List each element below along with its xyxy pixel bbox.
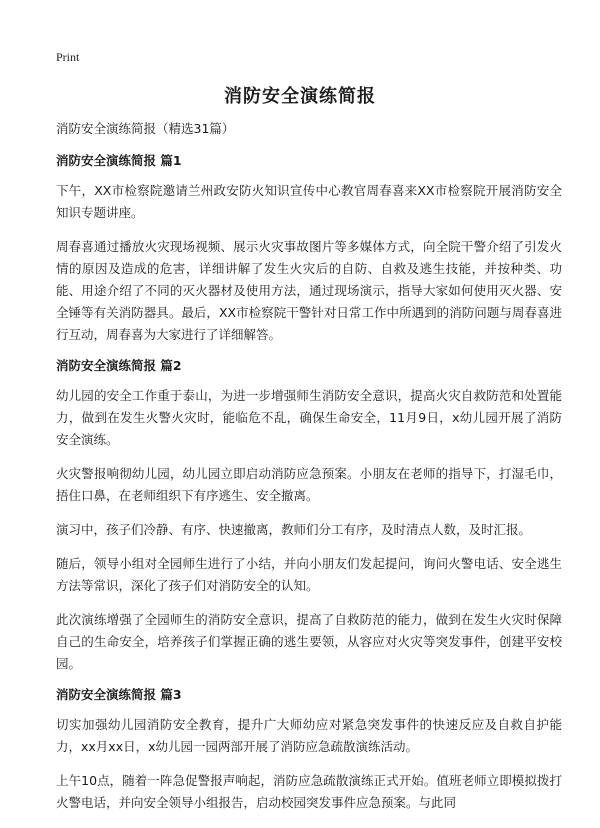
section-heading: 消防安全演练简报 篇2 (56, 358, 182, 373)
paragraph: 随后，领导小组对全园师生进行了小结，并向小朋友们发起提问，询问火警电话、安全逃生方法等常识，深化了孩子们对消防安全的认知。 (56, 556, 562, 593)
paragraph: 演习中，孩子们冷静、有序、快速撤离，教师们分工有序，及时清点人数，及时汇报。 (56, 522, 532, 537)
paragraph: 下午，XX市检察院邀请兰州政安防火知识宣传中心教官周春喜来XX市检察院开展消防安全知识专题讲座。 (56, 183, 562, 220)
section-heading: 消防安全演练简报 篇3 (56, 687, 182, 702)
document-subtitle: 消防安全演练简报（精选31篇） (56, 121, 235, 136)
paragraph: 此次演练增强了全园师生的消防安全意识，提高了自救防范的能力，做到在发生火灾时保障自己的生命安全，培养孩子们掌握正确的逃生要领，从容应对火灾等突发事件，创建平安校园。 (56, 612, 562, 671)
paragraph: 上午10点，随着一阵急促警报声响起，消防应急疏散演练正式开始。值班老师立即模拟拨打火警电话，并向安全领导小组报告，启动校园突发事件应急预案。与此同 (56, 773, 562, 810)
section-2 (56, 358, 562, 675)
paragraph: 火灾警报响彻幼儿园，幼儿园立即启动消防应急预案。小朋友在老师的指导下，打湿毛巾，捂住口鼻，在老师组织下有序逃生、安全撤离。 (56, 466, 562, 503)
section-1 (56, 153, 562, 346)
section-heading: 消防安全演练简报 篇1 (56, 153, 182, 168)
print-link[interactable]: Print (56, 50, 80, 64)
page-title: 消防安全演练简报 (224, 86, 376, 107)
section-3 (56, 687, 562, 814)
paragraph: 切实加强幼儿园消防安全教育，提升广大师幼应对紧急突发事件的快速反应及自救自护能力，xx月xx日，x幼儿园一园两部开展了消防应急疏散演练活动。 (56, 717, 562, 754)
paragraph: 幼儿园的安全工作重于泰山，为进一步增强师生消防安全意识，提高火灾自救防范和处置能力，做到在发生火警火灾时，能临危不乱，确保生命安全，11月9日，x幼儿园开展了消防安全演练。 (56, 388, 562, 447)
paragraph: 周春喜通过播放火灾现场视频、展示火灾事故图片等多媒体方式，向全院干警介绍了引发火情的原因及造成的危害，详细讲解了发生火灾后的自防、自救及逃生技能，并按种类、功能、用途介绍了不同的灭火器材及使用方法，通过现场演示，指导大家如何使用灭火器、安全锤等有关消防器具。最后，XX市检察院干警针对日常工作中所遇到的消防问题与周春喜进行互动，周春喜为大家进行了详细解答。 (56, 239, 562, 342)
document-body (56, 121, 562, 826)
